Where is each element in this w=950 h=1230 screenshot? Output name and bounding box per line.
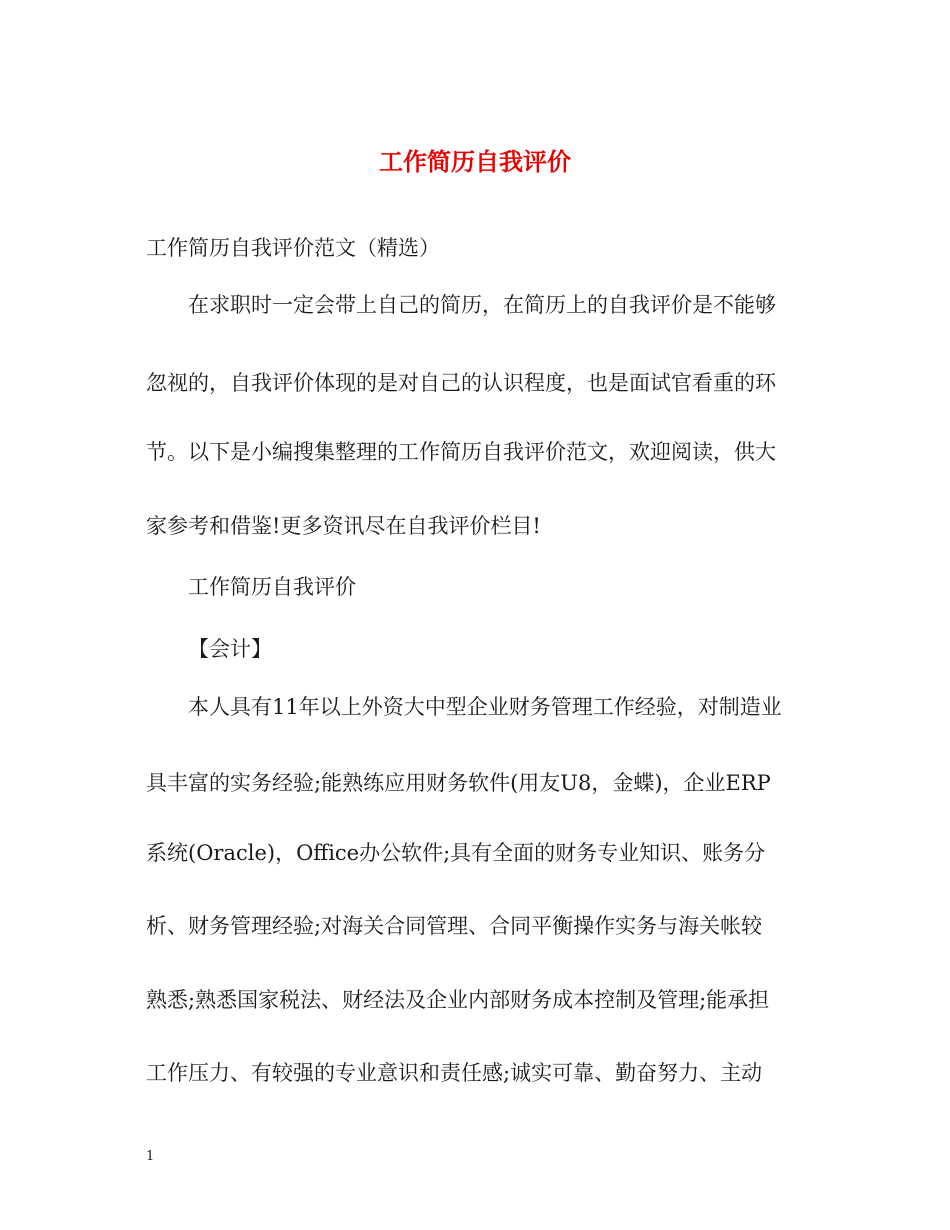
section-heading: 工作简历自我评价 [188, 575, 356, 599]
page-number: 1 [146, 1149, 155, 1164]
paragraph-line: 忽视的，自我评价体现的是对自己的认识程度，也是面试官看重的环 [146, 371, 776, 395]
paragraph-line: 家参考和借鉴!更多资讯尽在自我评价栏目! [146, 514, 541, 538]
paragraph-line: 节。以下是小编搜集整理的工作简历自我评价范文，欢迎阅读，供大 [146, 440, 776, 464]
paragraph-line: 在求职时一定会带上自己的简历，在简历上的自我评价是不能够 [188, 293, 776, 317]
section-label: 【会计】 [188, 637, 272, 661]
paragraph-line: 具丰富的实务经验;能熟练应用财务软件(用友U8，金蝶)，企业ERP [146, 771, 771, 795]
document-title: 工作简历自我评价 [379, 147, 571, 176]
subtitle-line: 工作简历自我评价范文（精选） [146, 236, 440, 260]
paragraph-line: 析、财务管理经验;对海关合同管理、合同平衡操作实务与海关帐较 [146, 914, 763, 938]
paragraph-line: 本人具有11年以上外资大中型企业财务管理工作经验，对制造业 [188, 695, 782, 719]
paragraph-line: 工作压力、有较强的专业意识和责任感;诚实可靠、勤奋努力、主动 [146, 1061, 763, 1085]
paragraph-line: 熟悉;熟悉国家税法、财经法及企业内部财务成本控制及管理;能承担 [146, 988, 770, 1012]
paragraph-line: 系统(Oracle)，Office办公软件;具有全面的财务专业知识、账务分 [146, 841, 766, 865]
